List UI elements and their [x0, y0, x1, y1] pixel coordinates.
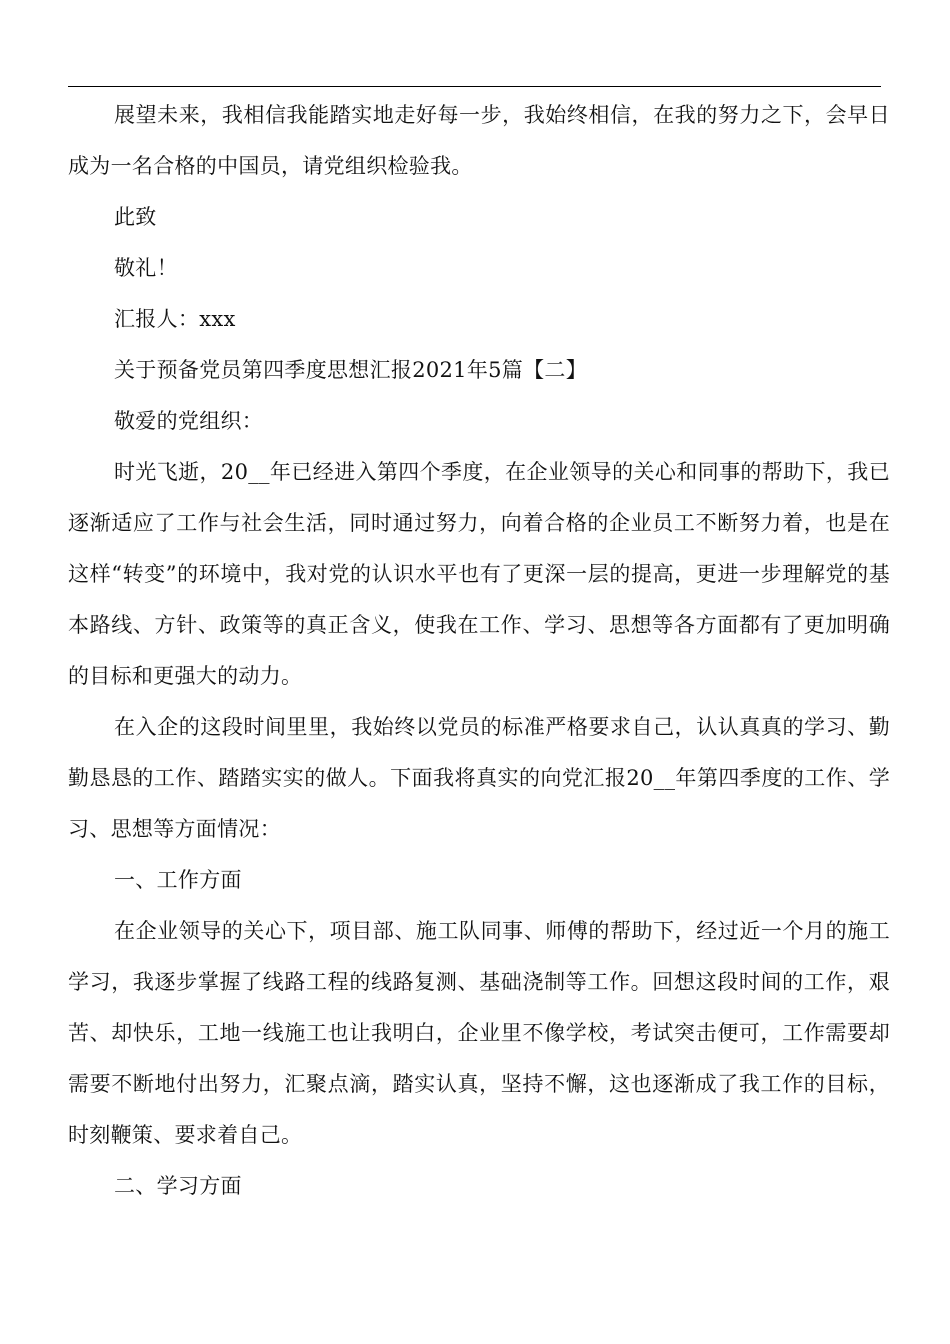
paragraph-reporter: 汇报人：xxx [114, 307, 236, 331]
document-body [68, 90, 890, 1212]
paragraph-greeting: 敬爱的党组织： [114, 409, 264, 433]
paragraph-work: 在企业领导的关心下，项目部、施工队同事、师傅的帮助下，经过近一个月的施工学习，我逐步掌握了线路工程的线路复测、基础浇制等工作。回想这段时间的工作，艰苦、却快乐，工地一线施工也让我明白，企业里不像学校，考试突击便可，工作需要却需要不断地付出努力，汇聚点滴，踏实认真，坚持不懈，这也逐渐成了我工作的目标，时刻鞭策、要求着自己。 [68, 919, 890, 1147]
heading-study: 二、学习方面 [114, 1174, 242, 1198]
paragraph-intro: 时光飞逝，20__年已经进入第四个季度，在企业领导的关心和同事的帮助下，我已逐渐适应了工作与社会生活，同时通过努力，向着合格的企业员工不断努力着，也是在这样“转变”的环境中，我对党的认识水平也有了更深一层的提高，更进一步理解党的基本路线、方针、政策等的真正含义，使我在工作、学习、思想等各方面都有了更加明确的目标和更强大的动力。 [68, 460, 890, 688]
header-rule [68, 86, 881, 87]
paragraph-summary: 在入企的这段时间里里，我始终以党员的标准严格要求自己，认认真真的学习、勤勤恳恳的工作、踏踏实实的做人。下面我将真实的向党汇报20__年第四季度的工作、学习、思想等方面情况： [68, 715, 890, 841]
heading-work: 一、工作方面 [114, 868, 242, 892]
section-title: 关于预备党员第四季度思想汇报2021年5篇【二】 [114, 358, 588, 382]
paragraph-salutation-cizhi: 此致 [114, 205, 157, 229]
paragraph-salutation-jingli: 敬礼！ [114, 256, 178, 280]
paragraph-outlook: 展望未来，我相信我能踏实地走好每一步，我始终相信，在我的努力之下，会早日成为一名合格的中国员，请党组织检验我。 [68, 103, 890, 178]
